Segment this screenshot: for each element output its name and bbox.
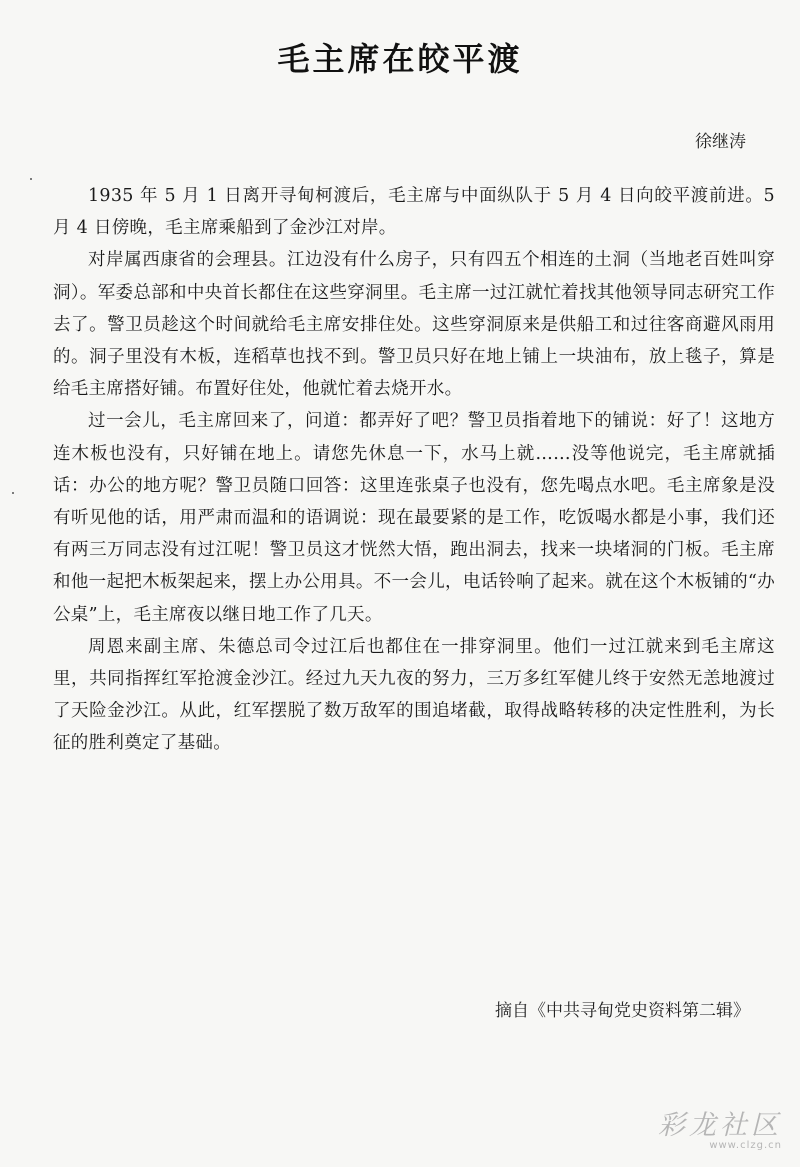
scan-speck (30, 178, 32, 180)
watermark-logo (658, 1103, 782, 1151)
article-body (53, 180, 775, 760)
article-title: 毛主席在皎平渡 (277, 40, 523, 78)
paragraph: 对岸属西康省的会理县。江边没有什么房子，只有四五个相连的土洞（当地老百姓叫穿洞）。军委总部和中央首长都住在这些穿洞里。毛主席一过江就忙着找其他领导同志研究工作去了。警卫员趁这个时间就给毛主席安排住处。这些穿洞原来是供船工和过往客商避风雨用的。洞子里没有木板，连稻草也找不到。警卫员只好在地上铺上一块油布，放上毯子，算是给毛主席搭好铺。布置好住处，他就忙着去烧开水。 (53, 250, 775, 400)
watermark-url: www.clzg.cn (709, 1140, 782, 1151)
paragraph: 1935 年 5 月 1 日离开寻甸柯渡后，毛主席与中面纵队于 5 月 4 日向皎平渡前进。5 月 4 日傍晚，毛主席乘船到了金沙江对岸。 (53, 186, 775, 239)
article-source: 摘自《中共寻甸党史资料第二辑》 (495, 1001, 750, 1021)
paragraph: 周恩来副主席、朱德总司令过江后也都住在一排穿洞里。他们一过江就来到毛主席这里，共同指挥红军抢渡金沙江。经过九天九夜的努力，三万多红军健儿终于安然无恙地渡过了天险金沙江。从此，红军摆脱了数万敌军的围追堵截，取得战略转移的决定性胜利，为长征的胜利奠定了基础。 (53, 636, 775, 754)
article-author: 徐继涛 (695, 132, 746, 152)
scan-speck (12, 492, 14, 494)
watermark-text: 彩龙社区 (658, 1110, 782, 1141)
paragraph: 过一会儿，毛主席回来了，问道：都弄好了吧？警卫员指着地下的铺说：好了！这地方连木板也没有，只好铺在地上。请您先休息一下，水马上就……没等他说完，毛主席就插话：办公的地方呢？警卫员随口回答：这里连张桌子也没有，您先喝点水吧。毛主席象是没有听见他的话，用严肃而温和的语调说：现在最要紧的是工作，吃饭喝水都是小事，我们还有两三万同志没有过江呢！警卫员这才恍然大悟，跑出洞去，找来一块堵洞的门板。毛主席和他一起把木板架起来，摆上办公用具。不一会儿，电话铃响了起来。就在这个木板铺的“办公桌”上，毛主席夜以继日地工作了几天。 (53, 411, 775, 625)
